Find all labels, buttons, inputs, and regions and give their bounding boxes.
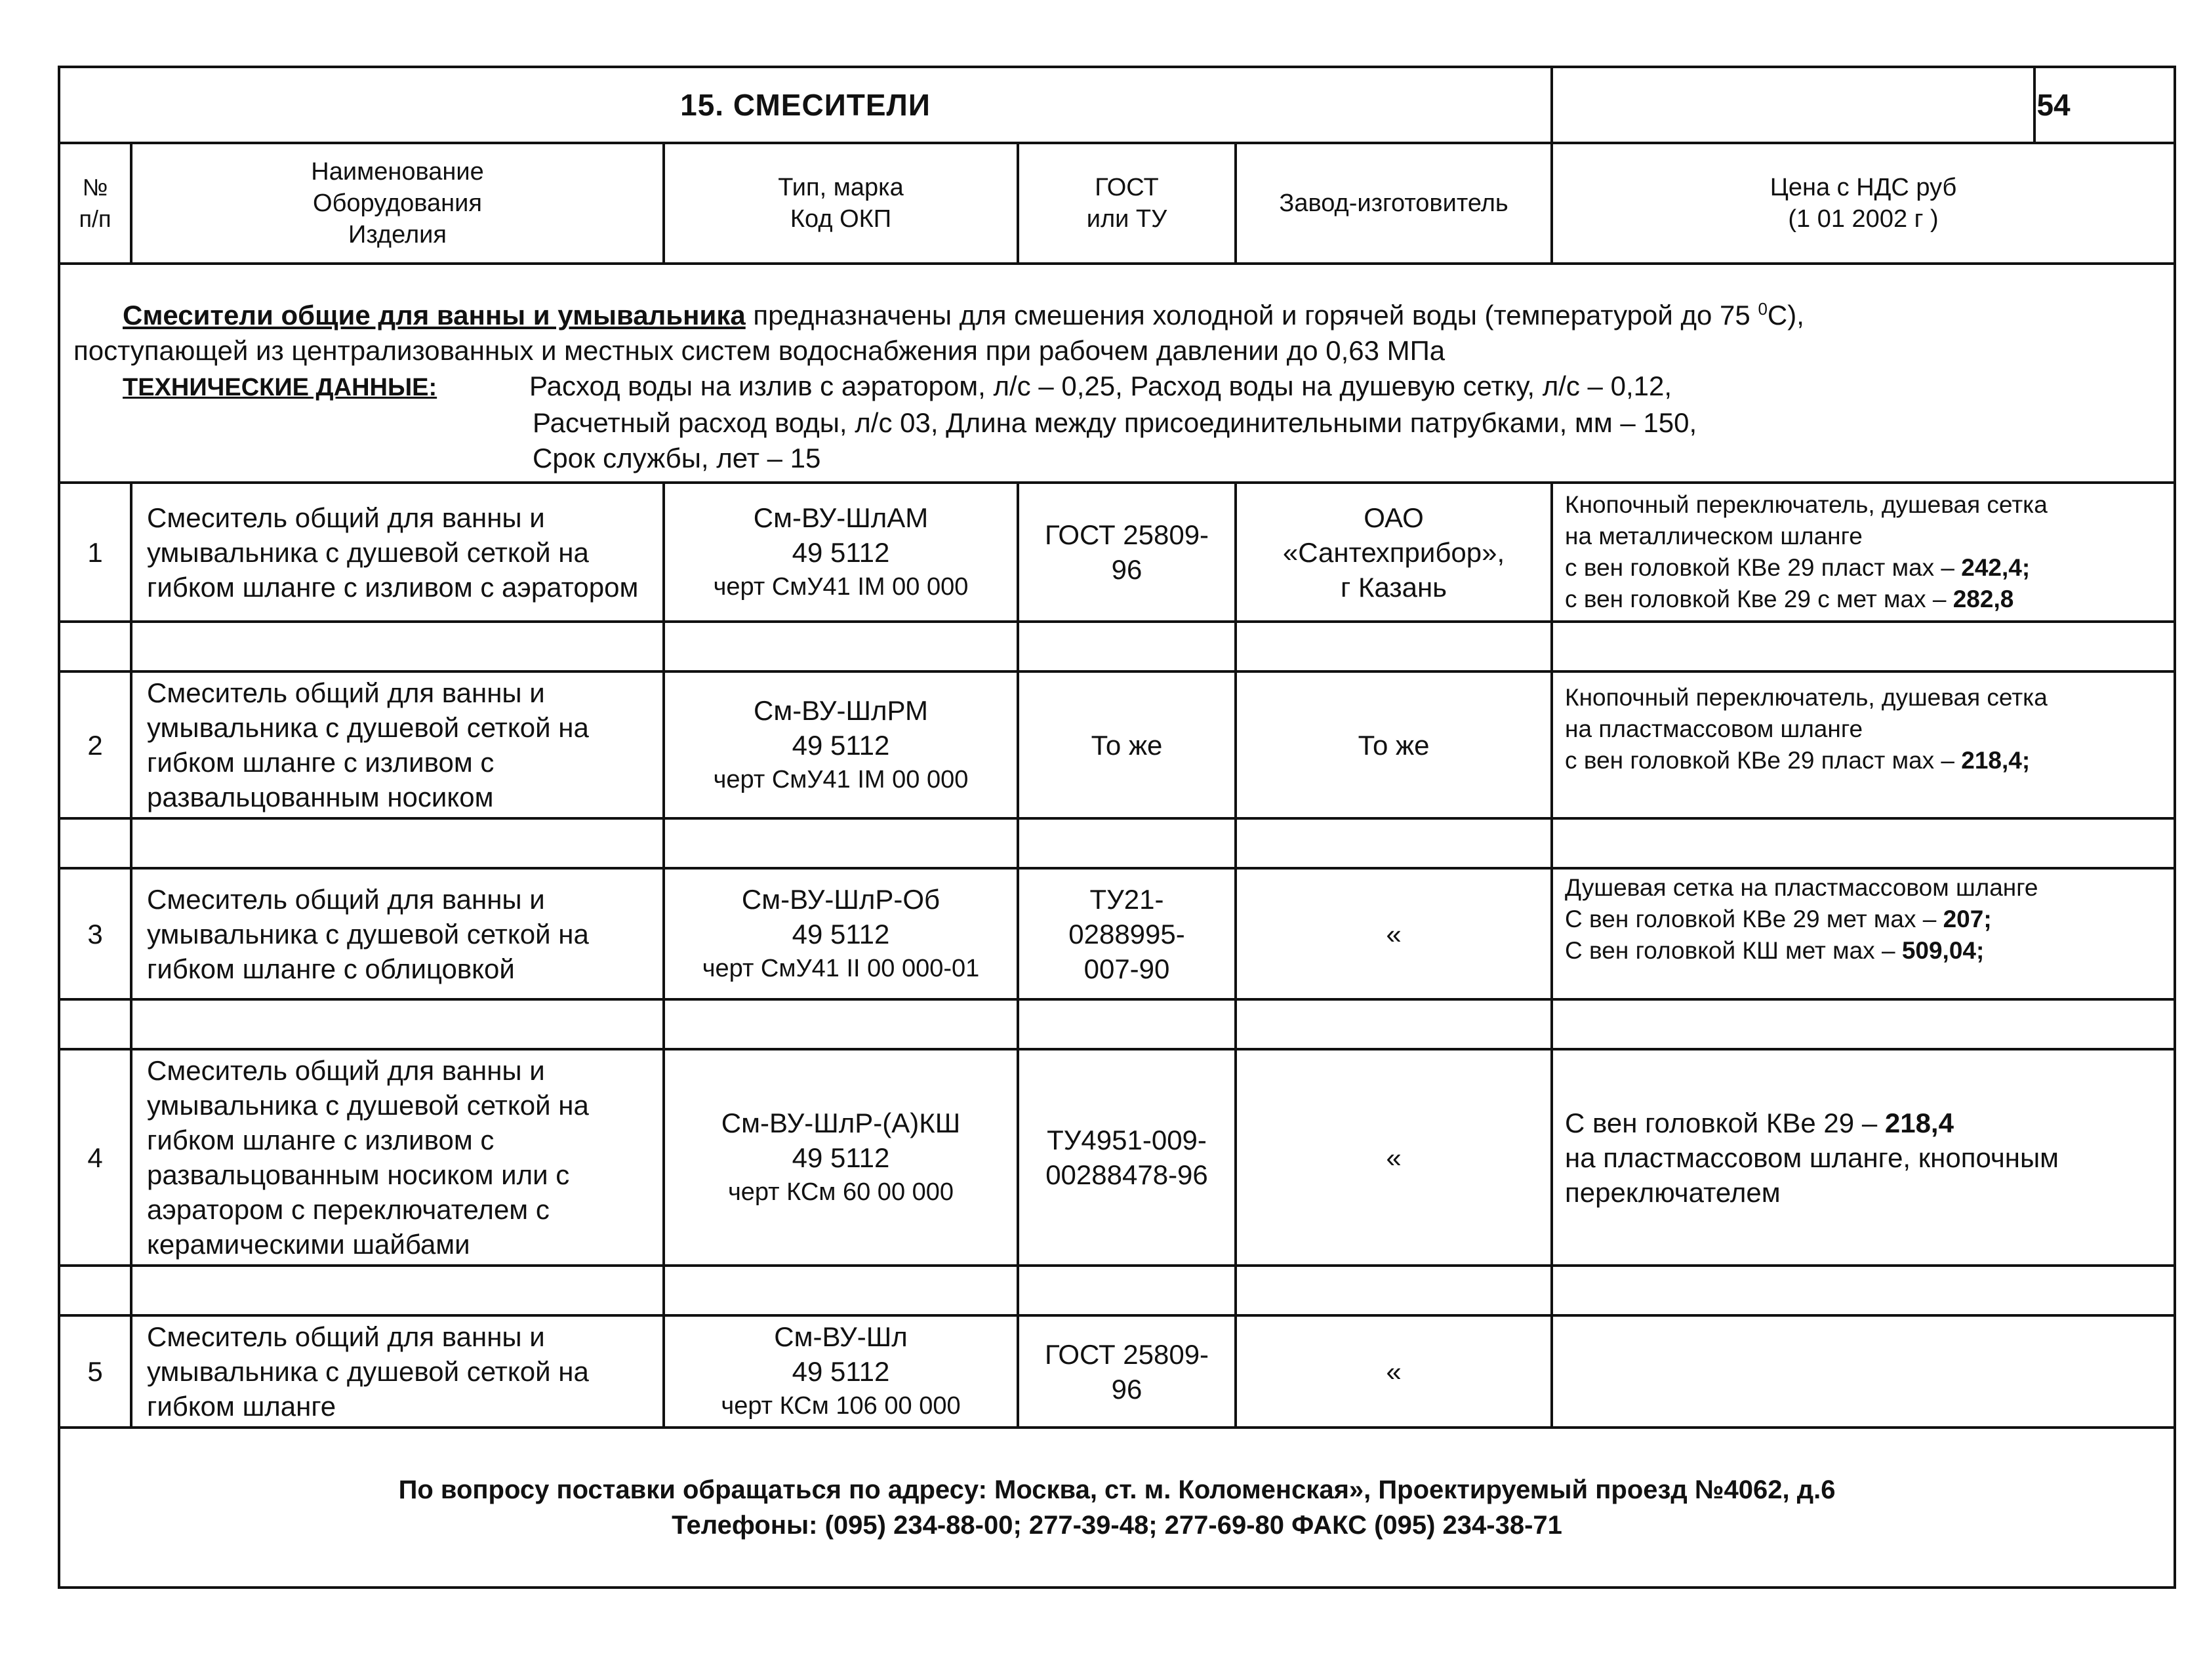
- note-line3: [1565, 935, 2166, 967]
- row-number: 4: [59, 1049, 131, 1266]
- col-num-line1: №: [82, 174, 108, 201]
- gost-line1: ТУ21-: [1089, 883, 1164, 915]
- price-value: 509,04;: [1901, 937, 1985, 964]
- note-line1: Кнопочный переключатель, душевая сетка: [1565, 491, 2048, 518]
- gost-line1: ГОСТ 25809-: [1044, 1338, 1209, 1370]
- contact-address: По вопросу поставки обращаться по адресу: Москва, ст. м. Коломенская», Проектируемый проезд №4062, д.6: [398, 1475, 1836, 1504]
- price-value: 218,4: [1884, 1107, 1954, 1138]
- note-text3: с вен головкой КВе 29 пласт мах –: [1565, 747, 1962, 774]
- note-text4: с вен головкой Кве 29 с мет мах –: [1565, 586, 1953, 612]
- type-mark: См-ВУ-ШлАМ: [753, 502, 929, 533]
- item-name: Смеситель общий для ванны и умывальника с душевой сеткой на гибком шланге с изливом с аэратором: [131, 483, 664, 622]
- price-value: 242,4;: [1961, 554, 2031, 581]
- note-line2: на металлическом шланге: [1565, 523, 1863, 550]
- item-plant: «: [1236, 868, 1552, 999]
- note-line1: [1565, 1106, 2166, 1140]
- gost-line1: ГОСТ 25809-: [1044, 519, 1209, 550]
- drawing-code: черт СмУ41 II 00 000-01: [702, 954, 980, 982]
- item-name: Смеситель общий для ванны и умывальника с душевой сеткой на гибком шланге с изливом с развальцованным носиком: [131, 671, 664, 818]
- note-line4: [1565, 584, 2166, 615]
- price-value: 218,4;: [1961, 747, 2031, 774]
- drawing-code: черт КСм 60 00 000: [727, 1178, 954, 1206]
- note-line3: переключателем: [1565, 1176, 1781, 1208]
- note-line2: на пластмассовом шланге: [1565, 715, 1863, 742]
- item-plant: «: [1236, 1315, 1552, 1428]
- type-mark: См-ВУ-ШлР-(А)КШ: [721, 1107, 961, 1138]
- intro-text1-end: С),: [1767, 300, 1804, 330]
- item-gost: [1018, 1049, 1236, 1266]
- item-price-note: [1552, 868, 2175, 999]
- contact-info: [59, 1428, 2175, 1588]
- gost-line2: 00288478-96: [1045, 1159, 1208, 1190]
- note-line1: Душевая сетка на пластмассовом шланге: [1565, 874, 2038, 901]
- note-text1: С вен головкой КВе 29 –: [1565, 1107, 1885, 1138]
- gost-line2: 96: [1111, 1373, 1143, 1405]
- drawing-code: черт СмУ41 IМ 00 000: [713, 572, 969, 601]
- col-header-type: [664, 143, 1018, 264]
- note-line2: [1565, 904, 2166, 935]
- tech-label: ТЕХНИЧЕСКИЕ ДАННЫЕ:: [123, 374, 437, 401]
- col-price-line1: Цена с НДС руб: [1770, 174, 1957, 201]
- page-number: 54: [2036, 88, 2071, 122]
- item-type: [664, 868, 1018, 999]
- table-row: [59, 1315, 2175, 1428]
- note-text2: С вен головкой КВе 29 мет мах –: [1565, 906, 1943, 932]
- item-price-note: [1552, 671, 2175, 818]
- intro-degree: 0: [1758, 299, 1768, 319]
- spacer-row: [59, 622, 2175, 671]
- table-row: [59, 671, 2175, 818]
- note-line2: на пластмассовом шланге, кнопочным: [1565, 1142, 2059, 1173]
- tech-line3: Срок службы, лет – 15: [533, 443, 821, 473]
- type-mark: См-ВУ-ШлР-Об: [741, 883, 941, 915]
- col-gost-line2: или ТУ: [1086, 205, 1167, 233]
- table-row: [59, 483, 2175, 622]
- drawing-code: черт КСм 106 00 000: [721, 1392, 961, 1420]
- col-gost-line1: ГОСТ: [1095, 174, 1159, 201]
- okp-code: 49 5112: [792, 536, 890, 568]
- title-row: [59, 67, 2175, 143]
- plant-line2: «Сантехприбор»,: [1282, 536, 1505, 568]
- page-number-cell: [1552, 67, 2175, 143]
- plant-line1: ОАО: [1364, 502, 1424, 533]
- note-text3: с вен головкой КВе 29 пласт мах –: [1565, 554, 1962, 581]
- row-number: 3: [59, 868, 131, 999]
- okp-code: 49 5112: [792, 1356, 890, 1387]
- tech-line1: [73, 369, 2160, 405]
- gost-line1: ТУ4951-009-: [1047, 1125, 1207, 1155]
- table-row: [59, 868, 2175, 999]
- column-header-row: [59, 143, 2175, 264]
- item-name: Смеситель общий для ванны и умывальника с душевой сеткой на гибком шланге с изливом с развальцованным носиком или с аэратором с переключателем с керамическими шайбами: [131, 1049, 664, 1266]
- row-number: 2: [59, 671, 131, 818]
- col-name-line3: Изделия: [348, 221, 447, 249]
- tech-text1: Расход воды на излив с аэратором, л/с – 0,25, Расход воды на душевую сетку, л/с – 0,12,: [529, 370, 1672, 401]
- item-name: Смеситель общий для ванны и умывальника с душевой сеткой на гибком шланге с облицовкой: [131, 868, 664, 999]
- col-type-line1: Тип, марка: [778, 174, 904, 201]
- page-number-divider: [2033, 66, 2036, 142]
- note-text3: С вен головкой КШ мет мах –: [1565, 937, 1902, 964]
- col-header-num: [59, 143, 131, 264]
- spacer-row: [59, 1266, 2175, 1315]
- item-gost: [1018, 868, 1236, 999]
- item-gost: [1018, 1315, 1236, 1428]
- col-header-price: [1552, 143, 2175, 264]
- plant-line3: г Казань: [1341, 571, 1447, 603]
- gost-line2: 96: [1111, 554, 1143, 585]
- okp-code: 49 5112: [792, 918, 890, 950]
- item-plant: [1236, 483, 1552, 622]
- contact-phones: Телефоны: (095) 234-88-00; 277-39-48; 277-69-80 ФАКС (095) 234-38-71: [672, 1511, 1562, 1540]
- drawing-code: черт СмУ41 IМ 00 000: [713, 765, 969, 793]
- type-mark: См-ВУ-ШлРМ: [753, 694, 928, 726]
- col-name-line1: Наименование: [311, 158, 484, 186]
- price-value: 207;: [1943, 906, 1992, 932]
- item-type: [664, 1049, 1018, 1266]
- col-price-line2: (1 01 2002 г ): [1788, 205, 1939, 233]
- row-number: 5: [59, 1315, 131, 1428]
- item-price-note: [1552, 1315, 2175, 1428]
- col-plant-line1: Завод-изготовитель: [1279, 190, 1508, 217]
- item-price-note: [1552, 1049, 2175, 1266]
- item-type: [664, 671, 1018, 818]
- col-type-line2: Код ОКП: [790, 205, 892, 233]
- item-plant: «: [1236, 1049, 1552, 1266]
- table-row: [59, 1049, 2175, 1266]
- col-header-gost: [1018, 143, 1236, 264]
- item-price-note: [1552, 483, 2175, 622]
- price-list-sheet: [58, 66, 2174, 1589]
- gost-line2: 0288995-: [1068, 918, 1185, 950]
- note-line3: [1565, 552, 2166, 584]
- item-gost: То же: [1018, 671, 1236, 818]
- intro-text: [59, 264, 2175, 483]
- section-title: 15. СМЕСИТЕЛИ: [59, 67, 1552, 143]
- price-value: 282,8: [1952, 586, 2014, 612]
- okp-code: 49 5112: [792, 729, 890, 761]
- gost-line3: 007-90: [1083, 953, 1170, 984]
- col-header-plant: [1236, 143, 1552, 264]
- type-mark: См-ВУ-Шл: [774, 1321, 908, 1352]
- item-plant: То же: [1236, 671, 1552, 818]
- item-type: [664, 1315, 1018, 1428]
- footer-row: [59, 1428, 2175, 1588]
- item-name: Смеситель общий для ванны и умывальника с душевой сеткой на гибком шланге: [131, 1315, 664, 1428]
- mixers-table: [58, 66, 2176, 1589]
- spacer-row: [59, 999, 2175, 1049]
- item-type: [664, 483, 1018, 622]
- intro-line2: поступающей из централизованных и местных систем водоснабжения при рабочем давлении до 0,63 МПа: [73, 335, 1446, 366]
- okp-code: 49 5112: [792, 1142, 890, 1173]
- col-header-name: [131, 143, 664, 264]
- note-line3: [1565, 745, 2166, 776]
- intro-heading: Смесители общие для ванны и умывальника: [123, 300, 746, 330]
- item-gost: [1018, 483, 1236, 622]
- note-line1: Кнопочный переключатель, душевая сетка: [1565, 684, 2048, 711]
- row-number: 1: [59, 483, 131, 622]
- spacer-row: [59, 818, 2175, 868]
- intro-row: [59, 264, 2175, 483]
- col-name-line2: Оборудования: [313, 190, 482, 217]
- intro-text1: предназначены для смешения холодной и горячей воды (температурой до 75: [745, 300, 1758, 330]
- tech-line2: Расчетный расход воды, л/с 03, Длина между присоединительными патрубками, мм – 150,: [533, 407, 1697, 438]
- col-num-line2: п/п: [79, 205, 111, 232]
- intro-line1: [73, 291, 2160, 333]
